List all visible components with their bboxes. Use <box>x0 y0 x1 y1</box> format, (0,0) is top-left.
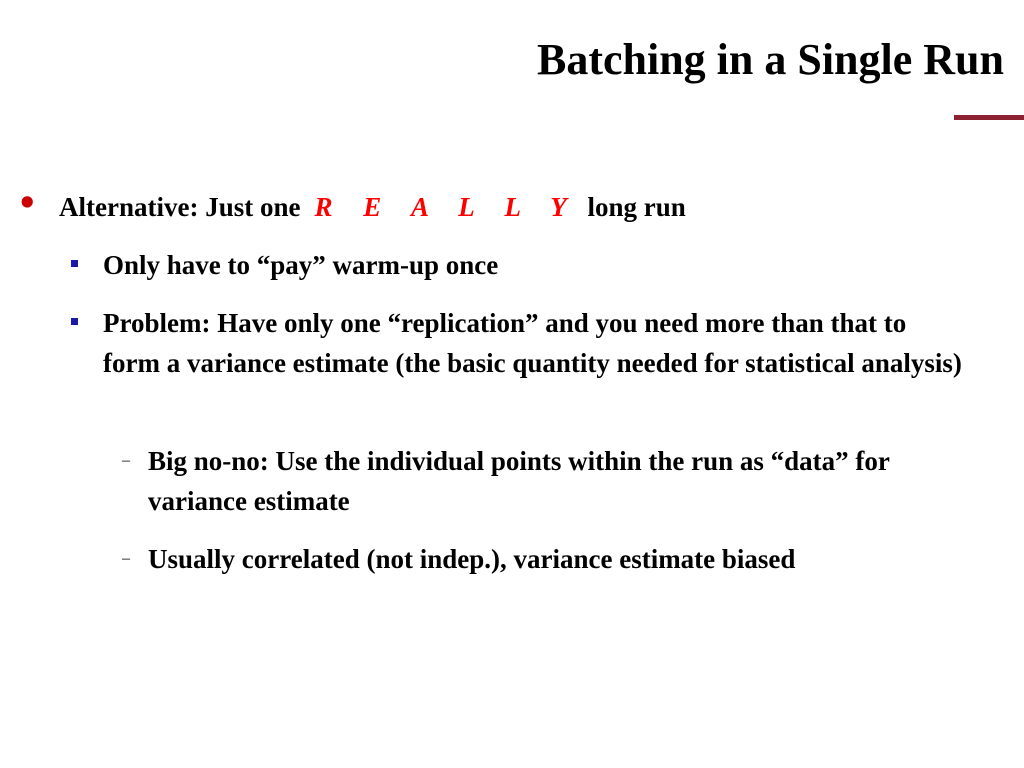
slide-title: Batching in a Single Run <box>536 35 1004 84</box>
bullet-text: Problem: Have only one “replication” and you need more than that to form a variance estimate (the basic quantity needed for statistical analysis) <box>103 308 962 378</box>
bullet-level3-big-no-no <box>122 441 978 521</box>
dash-bullet-icon: – <box>122 550 130 567</box>
round-bullet-icon: • <box>17 184 38 222</box>
bullet-text: Usually correlated (not indep.), variance estimate biased <box>148 544 796 574</box>
bullet-text: Big no-no: Use the individual points within the run as “data” for variance estimate <box>148 446 890 516</box>
really-emphasis: R E A L L Y <box>314 192 579 222</box>
bullet-text-suffix: long run <box>587 192 686 222</box>
bullet-level2-warmup <box>103 245 963 285</box>
bullet-level3-correlated <box>122 539 978 579</box>
bullet-level1-alternative <box>17 184 959 227</box>
bullet-text-prefix: Alternative: Just one <box>59 192 301 222</box>
square-bullet-icon <box>71 260 78 267</box>
square-bullet-icon <box>71 318 78 325</box>
bullet-text: Only have to “pay” warm-up once <box>103 250 499 280</box>
dash-bullet-icon: – <box>122 452 130 469</box>
bullet-level2-problem <box>103 303 963 383</box>
